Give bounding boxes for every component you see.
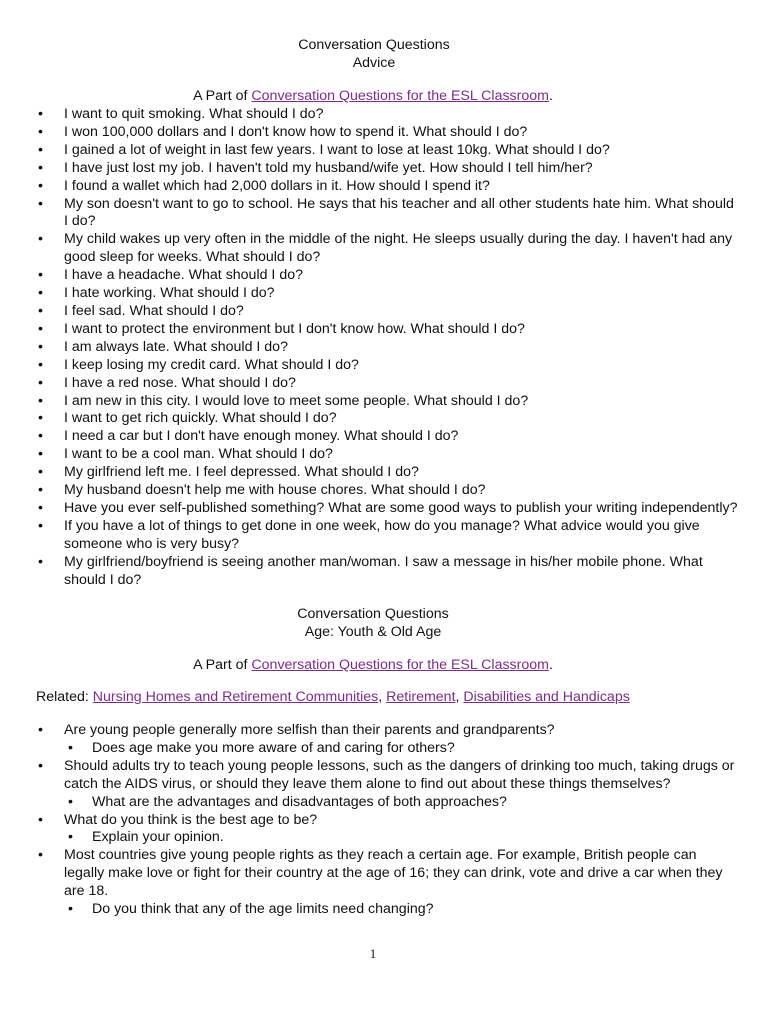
esl-classroom-link[interactable]: Conversation Questions for the ESL Classroom <box>251 657 549 673</box>
section1-title: Conversation Questions <box>298 37 450 53</box>
sub-list-item: • What are the advantages and disadvantages of both approaches? <box>38 794 738 812</box>
list-item: • My husband doesn't help me with house chores. What should I do? <box>38 482 738 500</box>
section2-title: Conversation Questions <box>297 606 449 622</box>
list-item: • My girlfriend left me. I feel depressed. What should I do? <box>38 464 738 482</box>
list-item: • I want to quit smoking. What should I do? <box>38 106 738 124</box>
list-item: • I found a wallet which had 2,000 dollars in it. How should I spend it? <box>38 178 738 196</box>
sub-list-item: • Does age make you more aware of and caring for others? <box>38 740 738 758</box>
disabilities-link[interactable]: Disabilities and Handicaps <box>463 689 630 705</box>
apart-prefix: A Part of <box>193 657 252 673</box>
advice-question-list <box>38 106 738 589</box>
sub-list <box>38 901 738 919</box>
list-item: • My son doesn't want to go to school. He says that his teacher and all other students hate him. What should I do? <box>38 196 738 232</box>
apart-suffix: . <box>548 88 553 104</box>
sub-list <box>38 829 738 847</box>
list-item: • I am always late. What should I do? <box>38 339 738 357</box>
list-item: • I am new in this city. I would love to meet some people. What should I do? <box>38 393 738 411</box>
list-item: • I gained a lot of weight in last few years. I want to lose at least 10kg. What should I do? <box>38 142 738 160</box>
apart-prefix: A Part of <box>193 88 252 104</box>
sub-list <box>38 740 738 758</box>
related-separator: , <box>378 689 387 705</box>
list-item: • I keep losing my credit card. What should I do? <box>38 357 738 375</box>
list-item: • My child wakes up very often in the middle of the night. He sleeps usually during the day. I haven't had any good sleep for weeks. What should I do? <box>38 231 738 267</box>
list-item: • I have a headache. What should I do? <box>38 267 738 285</box>
section2-subtitle: Age: Youth & Old Age <box>304 624 442 640</box>
sub-list-item: • Explain your opinion. <box>38 829 738 847</box>
list-item: • Should adults try to teach young people lessons, such as the dangers of drinking too much, taking drugs or catch the AIDS virus, or should they leave them alone to find out about these things themselves? <box>38 758 738 794</box>
list-item: • I want to be a cool man. What should I do? <box>38 446 738 464</box>
list-item: • I need a car but I don't have enough money. What should I do? <box>38 428 738 446</box>
list-item: • I feel sad. What should I do? <box>38 303 738 321</box>
page-number: 1 <box>369 946 377 961</box>
section1-apart-line <box>0 88 746 106</box>
retirement-link[interactable]: Retirement <box>386 689 456 705</box>
list-item: • My girlfriend/boyfriend is seeing another man/woman. I saw a message in his/her mobile phone. What should I do? <box>38 554 738 590</box>
related-label: Related: <box>36 689 93 705</box>
section1-subtitle: Advice <box>352 55 396 71</box>
list-item: • Have you ever self-published something? What are some good ways to publish your writing independently? <box>38 500 738 518</box>
list-item: • What do you think is the best age to be? <box>38 812 738 830</box>
apart-suffix: . <box>548 657 553 673</box>
list-item: • Most countries give young people rights as they reach a certain age. For example, British people can legally make love or fight for their country at the age of 16; they can drink, vote and drive a car when they are 18. <box>38 847 738 901</box>
list-item: • I won 100,000 dollars and I don't know how to spend it. What should I do? <box>38 124 738 142</box>
list-item: • I have just lost my job. I haven't told my husband/wife yet. How should I tell him/her? <box>38 160 738 178</box>
related-links-line <box>36 689 736 707</box>
list-item: • I hate working. What should I do? <box>38 285 738 303</box>
esl-classroom-link[interactable]: Conversation Questions for the ESL Classroom <box>251 88 549 104</box>
list-item: • I want to get rich quickly. What should I do? <box>38 410 738 428</box>
list-item: • I want to protect the environment but I don't know how. What should I do? <box>38 321 738 339</box>
list-item: • Are young people generally more selfish than their parents and grandparents? <box>38 722 738 740</box>
age-question-list <box>38 722 738 919</box>
section2-apart-line <box>0 657 746 675</box>
list-item: • If you have a lot of things to get done in one week, how do you manage? What advice would you give someone who is very busy? <box>38 518 738 554</box>
list-item: • I have a red nose. What should I do? <box>38 375 738 393</box>
nursing-homes-link[interactable]: Nursing Homes and Retirement Communities <box>92 689 379 705</box>
related-separator: , <box>455 689 464 705</box>
sub-list <box>38 794 738 812</box>
sub-list-item: • Do you think that any of the age limits need changing? <box>38 901 738 919</box>
